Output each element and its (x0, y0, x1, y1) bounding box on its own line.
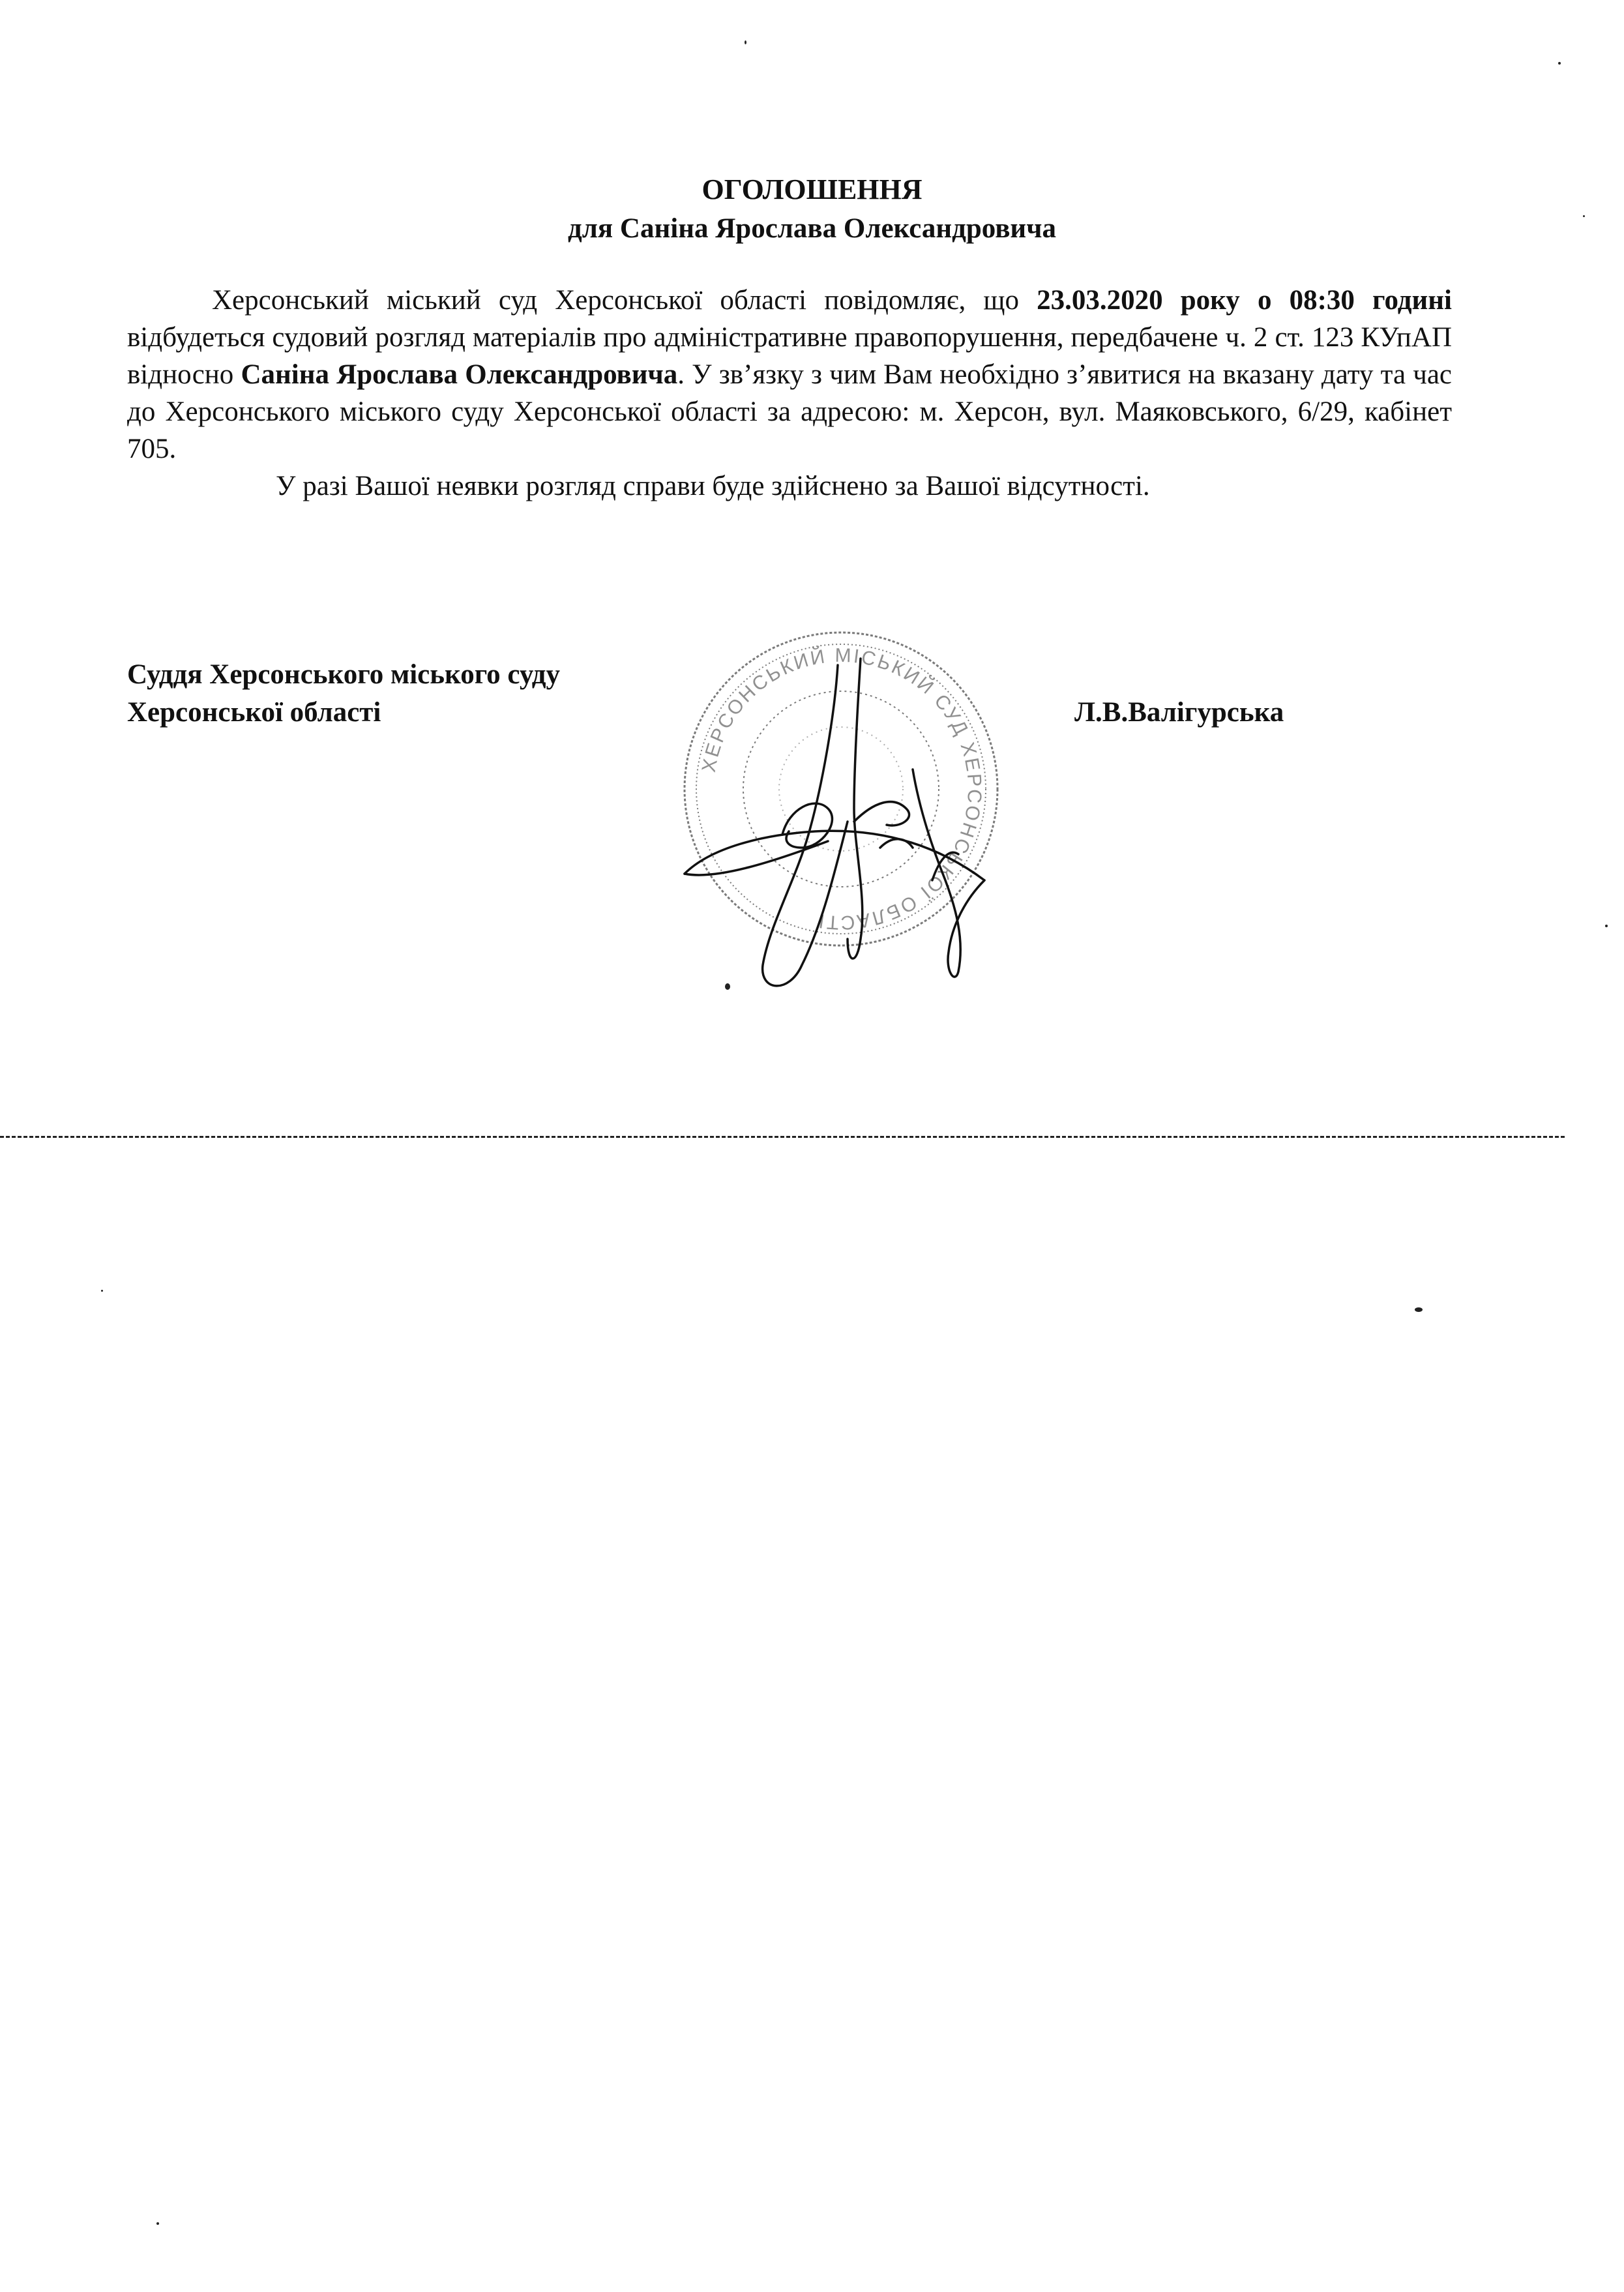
court-stamp-with-signature (658, 574, 1024, 991)
document-title: ОГОЛОШЕННЯ (701, 173, 923, 205)
person-name: Саніна Ярослава Олександровича (241, 359, 678, 390)
scan-speck (1605, 925, 1608, 927)
scan-speck (1415, 1307, 1423, 1312)
scan-speck (745, 40, 746, 44)
scan-speck (1558, 62, 1561, 65)
page-divider-line (0, 1136, 1565, 1138)
notice-ending: . У зв’язку з чим Вам необхідно з’явитися на вказану дату та час до Херсонського міського суду Херсонської області за адресою: м. Херсон, вул. Маяковського, 6/29, кабінет 705. (127, 359, 1452, 464)
notice-middle: відбудеться судовий розгляд матеріалів про адміністративне правопорушення, передбачене ч. 2 ст. 123 КУпАП відносно (127, 322, 1452, 390)
scan-speck (156, 2222, 159, 2225)
scan-speck (1583, 215, 1585, 217)
hearing-datetime: 23.03.2020 року о 08:30 годині (1037, 285, 1452, 316)
notice-body (127, 282, 1452, 505)
stamp-lettering: ХЕРСОНСЬКИЙ МІСЬКИЙ СУД ХЕРСОНСЬКОЇ ОБЛАСТІ (698, 644, 986, 934)
judge-title (127, 656, 560, 732)
notice-paragraph-2: У разі Вашої неявки розгляд справи буде здійснено за Вашої відсутності. (276, 471, 1150, 501)
notice-paragraph-1 (127, 282, 1452, 468)
judge-title-line-2: Херсонської області (127, 697, 381, 728)
document-subtitle: для Саніна Ярослава Олександровича (568, 213, 1056, 244)
judge-title-line-1: Суддя Херсонського міського суду (127, 659, 560, 690)
scan-speck (101, 1290, 103, 1292)
judge-name: Л.В.Валігурська (1074, 697, 1284, 728)
notice-intro: Херсонський міський суд Херсонської області повідомляє, що (212, 285, 1037, 316)
scan-speck (725, 983, 730, 990)
